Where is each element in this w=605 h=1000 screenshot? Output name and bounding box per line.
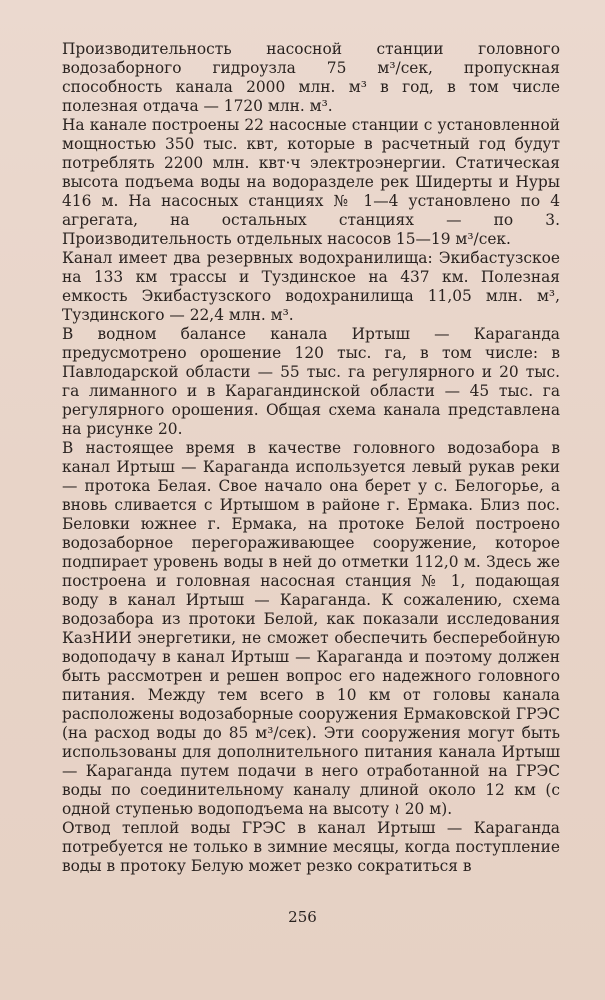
- paragraph-3: Канал имеет два резервных водохранилища: Экибастузское на 133 км трассы и Туздинское на 437 км. Полезная емкость Экибастузского водохранилища 11,05 млн. м³, Туздинского — 22,4 млн. м³.: [62, 249, 560, 324]
- paragraph-1: Производительность насосной станции головного водозаборного гидроузла 75 м³/сек, пропускная способность канала 2000 млн. м³ в год, в том числе полезная отдача — 1720 млн. м³.: [62, 40, 560, 115]
- paragraph-6: Отвод теплой воды ГРЭС в канал Иртыш — Караганда потребуется не только в зимние месяцы, когда поступление воды в протоку Белую может резко сократиться в: [62, 819, 560, 875]
- paragraph-4: В водном балансе канала Иртыш — Караганда предусмотрено орошение 120 тыс. га, в том числе: в Павлодарской области — 55 тыс. га регулярного и 20 тыс. га лиманного и в Карагандинской области — 45 тыс. га регулярного орошения. Общая схема канала представлена на рисунке 20.: [62, 325, 560, 438]
- paragraph-2: На канале построены 22 насосные станции с установленной мощностью 350 тыс. квт, которые в расчетный год будут потреблять 2200 млн. квт·ч электроэнергии. Статическая высота подъема воды на водоразделе рек Шидерты и Нуры 416 м. На насосных станциях № 1—4 установлено по 4 агрегата, на остальных станциях — по 3. Производительность отдельных насосов 15—19 м³/сек.: [62, 116, 560, 248]
- page-number: 256: [288, 908, 317, 926]
- body-text: [62, 40, 560, 876]
- paragraph-5: В настоящее время в качестве головного водозабора в канал Иртыш — Караганда используется левый рукав реки — протока Белая. Свое начало она берет у с. Белогорье, а вновь сливается с Иртышом в районе г. Ермака. Близ пос. Беловки южнее г. Ермака, на протоке Белой построено водозаборное перегораживающее сооружение, которое подпирает уровень воды в ней до отметки 112,0 м. Здесь же построена и головная насосная станция № 1, подающая воду в канал Иртыш — Караганда. К сожалению, схема водозабора из протоки Белой, как показали исследования КазНИИ энергетики, не сможет обеспечить бесперебойную водоподачу в канал Иртыш — Караганда и поэтому должен быть рассмотрен и решен вопрос его надежного головного питания. Между тем всего в 10 км от головы канала расположены водозаборные сооружения Ермаковской ГРЭС (на расход воды до 85 м³/сек). Эти сооружения могут быть использованы для дополнительного питания канала Иртыш — Караганда путем подачи в него отработанной на ГРЭС воды по соединительному каналу длиной около 12 км (с одной ступенью водоподъема на высоту ≀ 20 м).: [62, 439, 560, 818]
